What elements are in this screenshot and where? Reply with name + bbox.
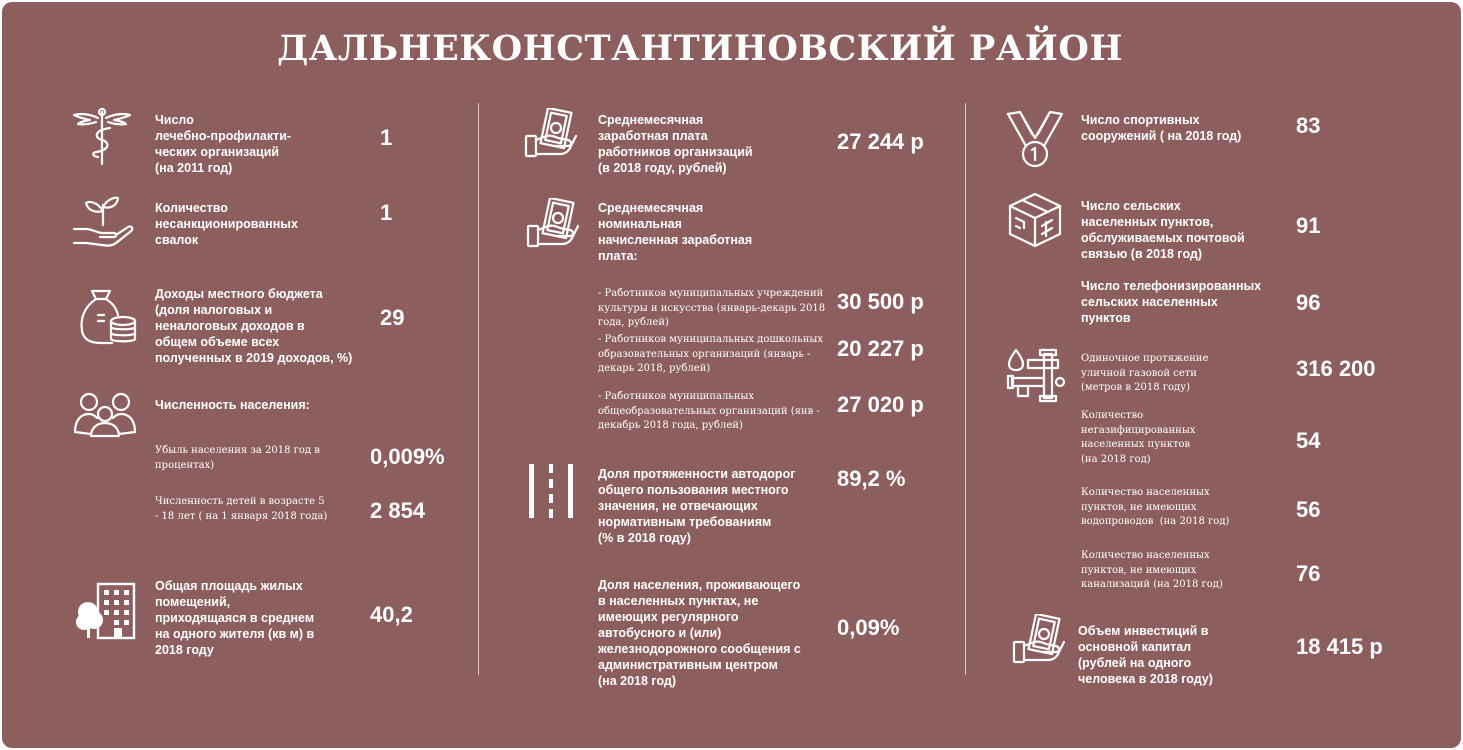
- sports-value: 83: [1296, 113, 1321, 138]
- nosewer-label: Количество населенных пунктов, не имеющих канализаций (на 2018 год): [1081, 550, 1223, 590]
- housing-label: Общая площадь жилых помещений, приходящаяся в среднем на одного жителя (кв м) в 2018 году: [155, 579, 315, 657]
- page-title: ДАЛЬНЕКОНСТАНТИНОВСКИЙ РАЙОН: [277, 28, 1123, 69]
- invest-value: 18 415 р: [1296, 634, 1383, 659]
- transport-label: Доля населения, проживающего в населенных пунктах, не имеющих регулярного автобусного и (или) железнодорожного сообщения с административным центром (на 2018 год): [598, 578, 801, 688]
- roads-value: 89,2 %: [837, 466, 906, 491]
- roads-label: Доля протяженности автодорог общего пользования местного значения, не отвечающих нормативным требованиям (% в 2018 году): [598, 467, 796, 545]
- children-value: 2 854: [370, 498, 426, 523]
- people-icon: [73, 390, 137, 438]
- salary-hand-icon: [526, 198, 582, 250]
- budget-label: Доходы местного бюджета (доля налоговых и неналоговых доходов в общем объеме всех полученных в 2019 доходов, %): [155, 287, 353, 365]
- plant-hand-icon: [72, 189, 134, 247]
- column-divider: [478, 103, 479, 675]
- caduceus-icon: [72, 106, 132, 168]
- salary-value: 27 244 р: [837, 129, 924, 154]
- nowater-value: 56: [1296, 497, 1321, 522]
- postal-value: 91: [1296, 213, 1321, 238]
- road-icon: [527, 462, 575, 520]
- invest-label: Объем инвестиций в основной капитал (рублей на одного человека в 2018 году): [1078, 624, 1213, 686]
- gas-value: 316 200: [1296, 356, 1376, 381]
- budget-value: 29: [380, 305, 405, 330]
- medical-value: 1: [380, 125, 393, 150]
- parcel-box-icon: [1006, 190, 1064, 250]
- phone-value: 96: [1296, 290, 1321, 315]
- nosewer-value: 76: [1296, 561, 1321, 586]
- nogas-value: 54: [1296, 428, 1321, 453]
- housing-value: 40,2: [370, 602, 413, 627]
- decline-label: Убыль населения за 2018 год в процентах): [155, 445, 320, 471]
- column-divider: [965, 103, 966, 675]
- dumps-label: Количество несанкционированных свалок: [155, 201, 298, 247]
- postal-label: Число сельских населенных пунктов, обслуживаемых почтовой связью (в 2018 год): [1081, 199, 1245, 261]
- culture-value: 30 500 р: [837, 289, 924, 314]
- nowater-label: Количество населенных пунктов, не имеющих водопроводов (на 2018 год): [1081, 487, 1230, 527]
- money-bag-icon: [78, 285, 138, 347]
- preschool-value: 20 227 р: [837, 336, 924, 361]
- sports-label: Число спортивных сооружений ( на 2018 год): [1081, 113, 1242, 143]
- salary-label: Среднемесячная заработная плата работников организаций (в 2018 году, рублей): [598, 113, 753, 175]
- decline-value: 0,009%: [370, 444, 445, 469]
- phone-label: Число телефонизированных сельских населенных пунктов: [1081, 279, 1262, 325]
- preschool-label: - Работников муниципальных дошкольных образовательных организаций (январь - декарь 2018, рублей): [598, 334, 823, 374]
- dumps-value: 1: [380, 200, 393, 225]
- salary-hand-icon: [1012, 614, 1068, 666]
- gas-pipe-icon: [1004, 348, 1068, 404]
- culture-label: - Работников муниципальных учреждений культуры и искусства (январь-декарь 2018 года, рублей): [598, 288, 826, 328]
- medal-icon: [1004, 108, 1066, 170]
- building-icon: [76, 582, 136, 640]
- population-label: Численность населения:: [155, 398, 310, 412]
- children-label: Численность детей в возрасте 5 - 18 лет ( на 1 января 2018 года): [155, 496, 328, 522]
- nogas-label: Количество негазифицированных населенных пунктов (на 2018 год): [1081, 410, 1196, 465]
- medical-label: Число лечебно-профилакти- ческих организаций (на 2011 год): [155, 113, 292, 175]
- school-value: 27 020 р: [837, 392, 924, 417]
- nominal-label: Среднемесячная номинальная начисленная заработная плата:: [598, 201, 753, 263]
- transport-value: 0,09%: [837, 615, 900, 640]
- school-label: - Работников муниципальных общеобразовательных организаций (янв - декабрь 2018 года, рублей): [598, 391, 820, 431]
- salary-hand-icon: [524, 108, 580, 160]
- gas-label: Одиночное протяжение уличной газовой сети (метров в 2018 году): [1081, 353, 1209, 393]
